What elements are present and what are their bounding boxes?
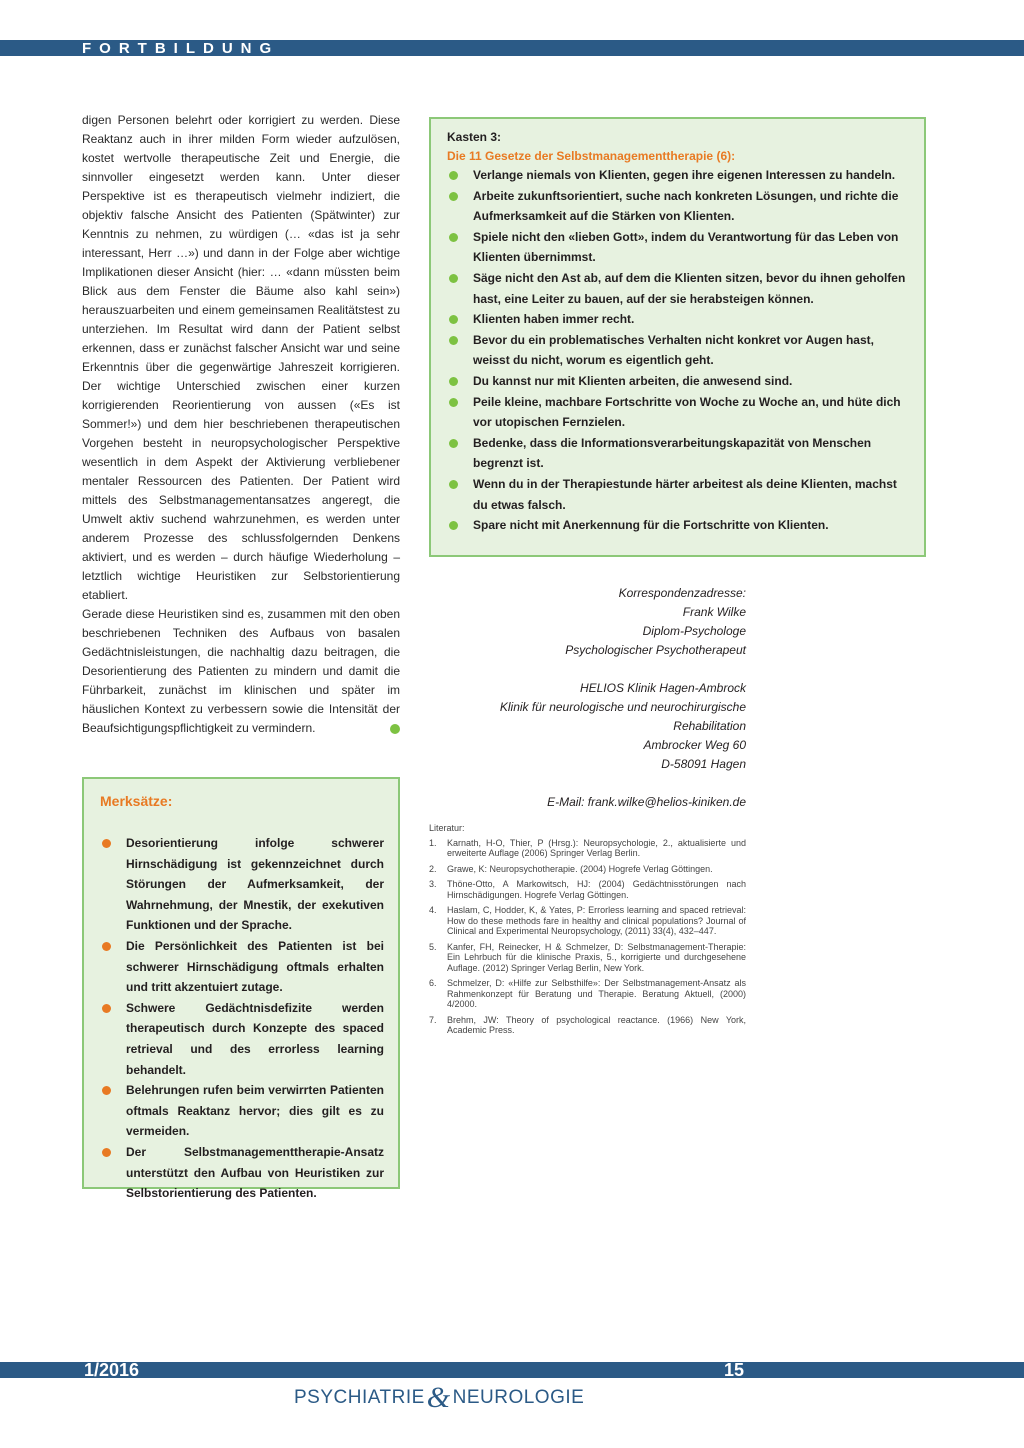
list-item-text: Spiele nicht den «lieben Gott», indem du Verantwortung für das Leben von Klienten übernimmst.	[473, 229, 899, 265]
box-label: Kasten 3:	[447, 130, 502, 144]
issue-number: 1/2016	[84, 1360, 140, 1380]
department: Rehabilitation	[673, 719, 746, 733]
bullet-icon	[102, 1148, 111, 1157]
list-item-text: Die Persönlichkeit des Patienten ist bei schwerer Hirnschädigung oftmals erhalten und tritt akzentuiert zutage.	[126, 938, 384, 995]
reference-text: Kanfer, FH, Reinecker, H & Schmelzer, D: Selbstmanagement-Therapie: Ein Lehrbuch für die klinische Praxis, 5., korrigierte und durchgesehene Auflage. (2012) Springer Verlag Berlin, New York.	[447, 941, 746, 973]
reference-item	[429, 978, 746, 1010]
box-title: Die 11 Gesetze der Selbstmanagementtherapie (6):	[447, 149, 736, 163]
list-item	[447, 186, 910, 227]
list-item-text: Arbeite zukunftsorientiert, suche nach konkreten Lösungen, und richte die Aufmerksamkeit auf die Stärken von Klienten.	[473, 188, 899, 224]
list-item-text: Verlange niemals von Klienten, gegen ihre eigenen Interessen zu handeln.	[473, 168, 896, 182]
spacer	[429, 774, 746, 793]
reference-item	[429, 879, 746, 900]
list-item-text: Schwere Gedächtnisdefizite werden therapeutisch durch Konzepte des spaced retrieval und des errorless learning behandelt.	[126, 1000, 384, 1077]
author-name: Frank Wilke	[682, 605, 746, 619]
references-heading: Literatur:	[429, 823, 465, 833]
reference-number: 6.	[429, 978, 437, 988]
body-paragraph	[82, 605, 400, 738]
list-item	[447, 371, 910, 392]
bullet-icon	[102, 839, 111, 848]
list-item-text: Klienten haben immer recht.	[473, 312, 635, 327]
reference-text: Karnath, H-O, Thier, P (Hrsg.): Neuropsychologie, 2., aktualisierte und erweiterte Auflage (2006) Springer Verlag Berlin.	[447, 837, 746, 858]
bullet-icon	[449, 439, 458, 448]
list-item	[447, 268, 910, 309]
key-points-title: Merksätze:	[100, 793, 173, 809]
bullet-icon	[449, 336, 458, 345]
street: Ambrocker Weg 60	[643, 738, 746, 752]
list-item	[100, 998, 384, 1080]
list-item	[100, 833, 384, 936]
reference-number: 7.	[429, 1014, 437, 1025]
reference-item	[429, 905, 746, 937]
list-item	[100, 1080, 384, 1142]
reference-text: Brehm, JW: Theory of psychological reactance. (1966) New York, Academic Press.	[447, 1014, 746, 1035]
list-item-text: Spare nicht mit Anerkennung für die Fortschritte von Klienten.	[473, 518, 829, 533]
email-link[interactable]: E-Mail: frank.wilke@helios-kiniken.de	[547, 795, 746, 809]
bullet-icon	[449, 192, 458, 201]
bullet-icon	[102, 942, 111, 951]
references	[429, 823, 746, 1041]
list-item	[447, 330, 910, 371]
bullet-icon	[449, 315, 458, 324]
list-item-text: Belehrungen rufen beim verwirrten Patienten oftmals Reaktanz hervor; dies gilt es zu vermeiden.	[126, 1083, 384, 1139]
reference-item	[429, 1015, 746, 1036]
list-item-text: Peile kleine, machbare Fortschritte von Woche zu Woche an, und hüte dich vor utopischen Fernzielen.	[473, 394, 901, 430]
reference-number: 4.	[429, 905, 437, 915]
bullet-icon	[449, 480, 458, 489]
laws-list	[447, 165, 910, 536]
city: D-58091 Hagen	[661, 757, 746, 771]
address-heading: Korrespondenzadresse:	[618, 586, 746, 600]
list-item-text: Desorientierung infolge schwerer Hirnschädigung ist gekennzeichnet durch Störungen der Aufmerksamkeit, der Wahrnehmung, der Mnestik, der exekutiven Funktionen und der Sprache.	[126, 836, 384, 933]
bullet-icon	[449, 377, 458, 386]
reference-number: 1.	[429, 837, 437, 848]
list-item	[447, 433, 910, 474]
reference-number: 3.	[429, 879, 437, 889]
body-paragraph: digen Personen belehrt oder korrigiert zu werden. Diese Reaktanz auch in ihrer milden Form wieder aufzulösen, kostet wertvolle therapeutische Zeit und Energie, die sinnvoller eingesetzt werden kann. Unter dieser Perspektive ist es therapeutisch vielmehr indiziert, die objektiv falsche Ansicht des Patienten (Spätwinter) zur Kenntnis zu nehmen, zu würdigen (… «das ist ja sehr interessant, Herr …») und dann in der Folge aber wichtige Implikationen dieser Ansicht (hier: … «dann müssten beim Blick aus dem Fenster die Bäume also kahl sein») herauszuarbeiten und einem gemeinsamen Realitätstest zu unterziehen. Im Resultat wird dann der Patient selbst erkennen, dass er zunächst falscher Ansicht war und seine Erkenntnis über die gegenwärtige Jahreszeit korrigieren. Der wichtige Unterschied zwischen einer kurzen korrigierenden Reorientierung von aussen («Es ist Sommer!») und dem hier beschriebenen therapeutischen Vorgehen besteht in neuropsychologischer Perspektive wesentlich in dem Aspekt der Aktivierung verbliebener mentaler Ressourcen des Patienten. Der Patient wird mittels des Selbstmanagementansatzes angeregt, die Umwelt aktiv suchend wahrzunehmen, es werden unter anderem Prozesse des schlussfolgernden Denkens aktiviert, und es werden – durch häufige Wiederholung – letztlich wichtige Heuristiken zur Selbstorientierung etabliert.	[82, 113, 400, 602]
bullet-icon	[449, 274, 458, 283]
list-item-text: Bevor du ein problematisches Verhalten nicht konkret vor Augen hast, weisst du nicht, worum es eigentlich geht.	[473, 332, 874, 368]
reference-item	[429, 838, 746, 859]
key-points-list	[100, 833, 384, 1204]
logo-text-left: PSYCHIATRIE	[294, 1387, 425, 1408]
header-bar	[0, 40, 1024, 56]
clinic-name: HELIOS Klinik Hagen-Ambrock	[579, 681, 746, 695]
bullet-icon	[449, 171, 458, 180]
reference-number: 2.	[429, 863, 437, 874]
reference-text: Grawe, K: Neuropsychotherapie. (2004) Hogrefe Verlag Göttingen.	[447, 863, 713, 874]
correspondence-address	[429, 584, 746, 812]
list-item	[447, 227, 910, 268]
reference-item	[429, 942, 746, 974]
list-item-text: Du kannst nur mit Klienten arbeiten, die anwesend sind.	[473, 373, 793, 388]
end-of-article-icon	[390, 724, 400, 734]
bullet-icon	[449, 398, 458, 407]
logo-ampersand: &	[426, 1381, 451, 1414]
list-item	[447, 309, 910, 330]
bullet-icon	[449, 521, 458, 530]
list-item	[100, 1142, 384, 1204]
list-item-text: Wenn du in der Therapiestunde härter arbeitest als deine Klienten, machst du etwas falsch.	[473, 476, 897, 512]
list-item	[447, 474, 910, 515]
list-item	[447, 165, 910, 186]
list-item-text: Bedenke, dass die Informationsverarbeitungskapazität von Menschen begrenzt ist.	[473, 435, 872, 471]
author-title: Diplom-Psychologe	[642, 624, 746, 638]
journal-logo	[294, 1381, 584, 1415]
list-item-text: Säge nicht den Ast ab, auf dem die Klienten sitzen, bevor du ihnen geholfen hast, eine Leiter zu bauen, auf der sie herabsteigen können.	[473, 270, 906, 306]
bullet-icon	[449, 233, 458, 242]
references-list	[429, 838, 746, 1036]
author-title: Psychologischer Psychotherapeut	[565, 643, 746, 657]
body-paragraph-text: Gerade diese Heuristiken sind es, zusammen mit den oben beschriebenen Techniken des Aufbaus von basalen Gedächtnisleistungen, die nachhaltig dazu beitragen, die Desorientierung des Patienten zu mindern und damit die Führbarkeit, zunächst im klinischen und später im häuslichen Kontext zu verbessern sowie die Intensität der Beaufsichtigungspflichtigkeit zu vermindern.	[82, 607, 400, 735]
department: Klinik für neurologische und neurochirurgische	[499, 700, 746, 714]
list-item	[447, 392, 910, 433]
list-item	[100, 936, 384, 998]
bullet-icon	[102, 1086, 111, 1095]
list-item	[447, 515, 910, 536]
logo-text-right: NEUROLOGIE	[452, 1387, 585, 1408]
page-number: 15	[724, 1360, 745, 1380]
spacer	[429, 660, 746, 679]
reference-text: Haslam, C, Hodder, K, & Yates, P: Errorless learning and spaced retrieval: How do these methods fare in healthy and clinical populations? Journal of Clinical and Experimental Neuropsychology, (2011) 33(4), 432–447.	[447, 905, 746, 936]
reference-text: Thöne-Otto, A Markowitsch, HJ: (2004) Gedächtnisstörungen nach Hirnschädigungen. Hogrefe Verlag Göttingen.	[447, 879, 746, 900]
reference-item	[429, 864, 746, 875]
list-item-text: Der Selbstmanagementtherapie-Ansatz unterstützt den Aufbau von Heuristiken zur Selbstorientierung des Patienten.	[126, 1144, 384, 1201]
article-body	[82, 111, 400, 738]
reference-number: 5.	[429, 941, 437, 952]
key-points-box	[82, 777, 400, 1201]
box-self-management-laws	[429, 117, 926, 557]
bullet-icon	[102, 1004, 111, 1013]
footer-bar	[0, 1362, 1024, 1378]
reference-text: Schmelzer, D: «Hilfe zur Selbsthilfe»: Der Selbstmanagement-Ansatz als Rahmenkonzept für Beratung und Therapie. Beratung Aktuell, (2000) 4/2000.	[447, 978, 746, 1009]
section-title: FORTBILDUNG	[82, 40, 280, 57]
